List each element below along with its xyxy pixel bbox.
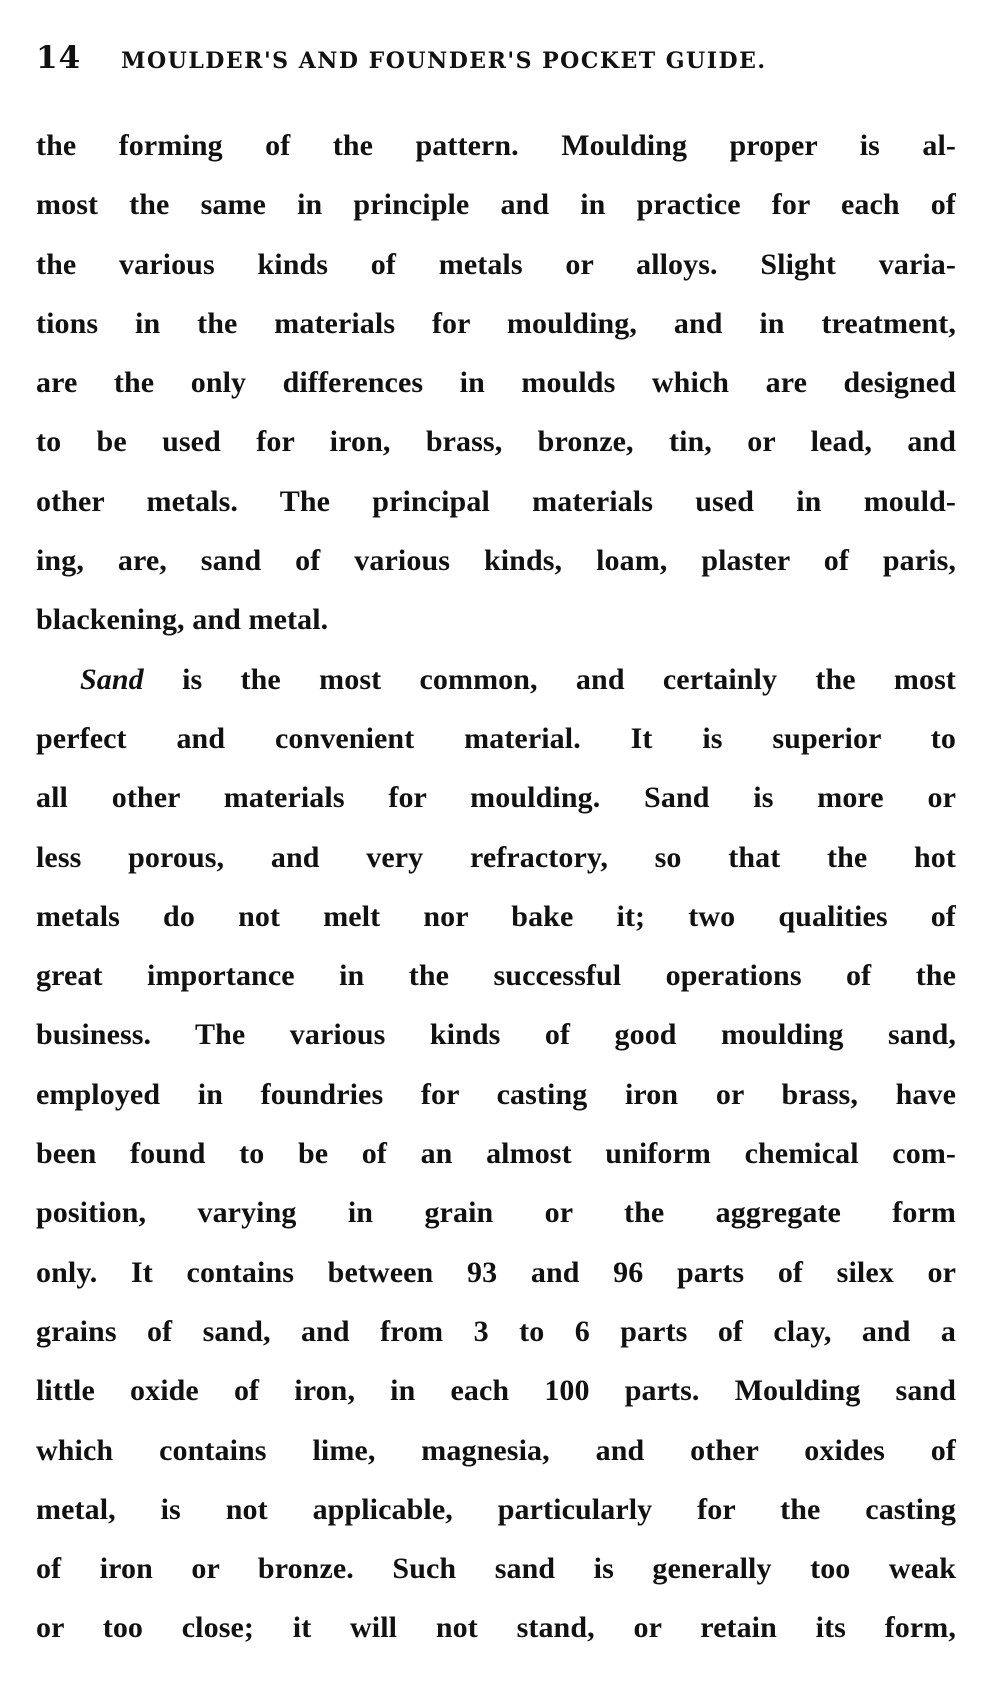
text-line: are the only differences in moulds which are designed (36, 366, 956, 400)
text-line-first (36, 650, 956, 709)
text-line: less porous, and very refractory, so that the hot (36, 840, 956, 874)
page-number: 14 (36, 40, 82, 76)
italic-term-sand: Sand (80, 662, 144, 696)
text-line: the various kinds of metals or alloys. Slight varia- (36, 247, 956, 281)
text-line: of iron or bronze. Such sand is generally too weak (36, 1552, 956, 1586)
text-line: metal, is not applicable, particularly for the casting (36, 1492, 956, 1526)
paragraph-2 (36, 650, 956, 1658)
text-line: most the same in principle and in practice for each of (36, 188, 956, 222)
running-title: MOULDER'S AND FOUNDER'S POCKET GUIDE. (121, 48, 767, 74)
running-head (36, 40, 956, 98)
text-line: other metals. The principal materials used in mould- (36, 484, 956, 518)
text-line: ing, are, sand of various kinds, loam, plaster of paris, (36, 544, 956, 578)
text-line: position, varying in grain or the aggregate form (36, 1196, 956, 1230)
text-line: which contains lime, magnesia, and other oxides of (36, 1433, 956, 1467)
paragraph-1 (36, 116, 956, 650)
text-line: business. The various kinds of good moulding sand, (36, 1018, 956, 1052)
text-line: only. It contains between 93 and 96 parts of silex or (36, 1255, 956, 1289)
text-line: metals do not melt nor bake it; two qualities of (36, 899, 956, 933)
text-line: or too close; it will not stand, or retain its form, (36, 1611, 956, 1645)
text-line: tions in the materials for moulding, and in treatment, (36, 306, 956, 340)
text-line: little oxide of iron, in each 100 parts. Moulding sand (36, 1374, 956, 1408)
book-page (36, 40, 956, 1680)
text-line: grains of sand, and from 3 to 6 parts of clay, and a (36, 1314, 956, 1348)
text-line: been found to be of an almost uniform chemical com- (36, 1137, 956, 1171)
text-line: blackening, and metal. (36, 603, 329, 637)
text-line: great importance in the successful operations of the (36, 959, 956, 993)
text-line: perfect and convenient material. It is superior to (36, 721, 956, 755)
text-line: the forming of the pattern. Moulding proper is al- (36, 129, 956, 162)
body-text (36, 116, 956, 1658)
text-line: all other materials for moulding. Sand is more or (36, 781, 956, 815)
first-line-rest: is the most common, and certainly the most (143, 662, 956, 696)
text-line: employed in foundries for casting iron or brass, have (36, 1077, 956, 1111)
text-line: to be used for iron, brass, bronze, tin, or lead, and (36, 425, 956, 459)
